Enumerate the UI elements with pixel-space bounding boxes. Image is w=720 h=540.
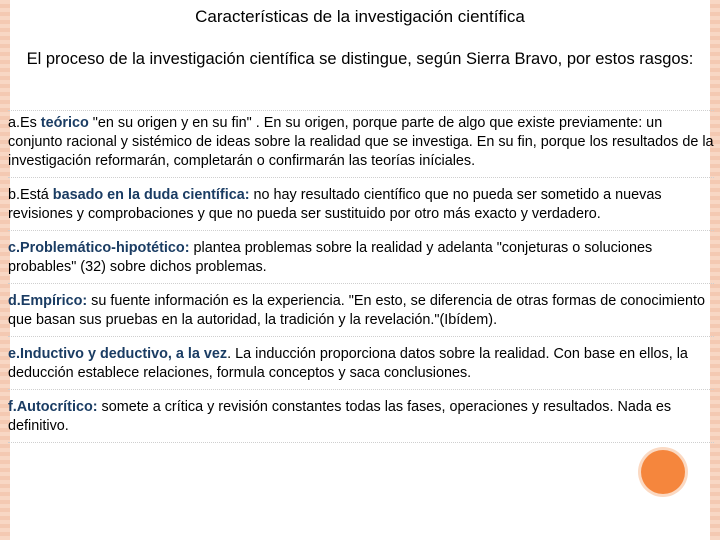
item-keyword: teórico xyxy=(40,115,89,131)
decorative-circle xyxy=(641,450,685,494)
list-item-empirico xyxy=(8,284,714,337)
item-keyword: f.Autocrítico: xyxy=(8,399,98,415)
characteristics-list xyxy=(8,110,714,443)
list-item-autocritico xyxy=(8,390,714,443)
list-item-teorico xyxy=(8,111,714,178)
item-text: no hay resultado científico que no pueda ser sometido a nuevas revisiones y comprobaciones y que no pueda ser sustituido por otro más exacto y verdadero. xyxy=(8,187,662,222)
item-keyword: d.Empírico: xyxy=(8,293,88,309)
item-keyword: c.Problemático-hipotético: xyxy=(8,240,190,256)
item-text: . La inducción proporciona datos sobre la realidad. Con base en ellos, la deducción establece relaciones, formula conceptos y saca conclusiones. xyxy=(8,346,688,381)
item-keyword: e.Inductivo y deductivo, a la vez xyxy=(8,346,228,362)
slide-title: Características de la investigación científica xyxy=(195,7,525,26)
list-item-duda-cientifica xyxy=(8,178,714,231)
item-text: plantea problemas sobre la realidad y adelanta "conjeturas o soluciones probables" (32) sobre dichos problemas. xyxy=(8,240,653,275)
item-text: "en su origen y en su fin" . En su origen, porque parte de algo que existe previamente: un conjunto racional y sistémico de ideas sobre la realidad que se investiga. En su fin, porque los resultados de la investigación reformarán, completarán o confirmarán las teorías iníciales. xyxy=(8,115,714,169)
list-item-problematico xyxy=(8,231,714,284)
item-prefix: b.Está xyxy=(8,187,53,203)
item-prefix: a.Es xyxy=(8,115,41,131)
item-keyword: basado en la duda científica: xyxy=(52,187,250,203)
item-text: su fuente información es la experiencia. "En esto, se diferencia de otras formas de conocimiento que basan sus pruebas en la autoridad, la tradición y la revelación."(Ibídem). xyxy=(8,293,705,328)
list-item-inductivo xyxy=(8,337,714,390)
item-text: somete a crítica y revisión constantes todas las fases, operaciones y resultados. Nada es definitivo. xyxy=(8,399,672,434)
intro-paragraph: El proceso de la investigación científica se distingue, según Sierra Bravo, por estos rasgos: xyxy=(26,50,694,68)
